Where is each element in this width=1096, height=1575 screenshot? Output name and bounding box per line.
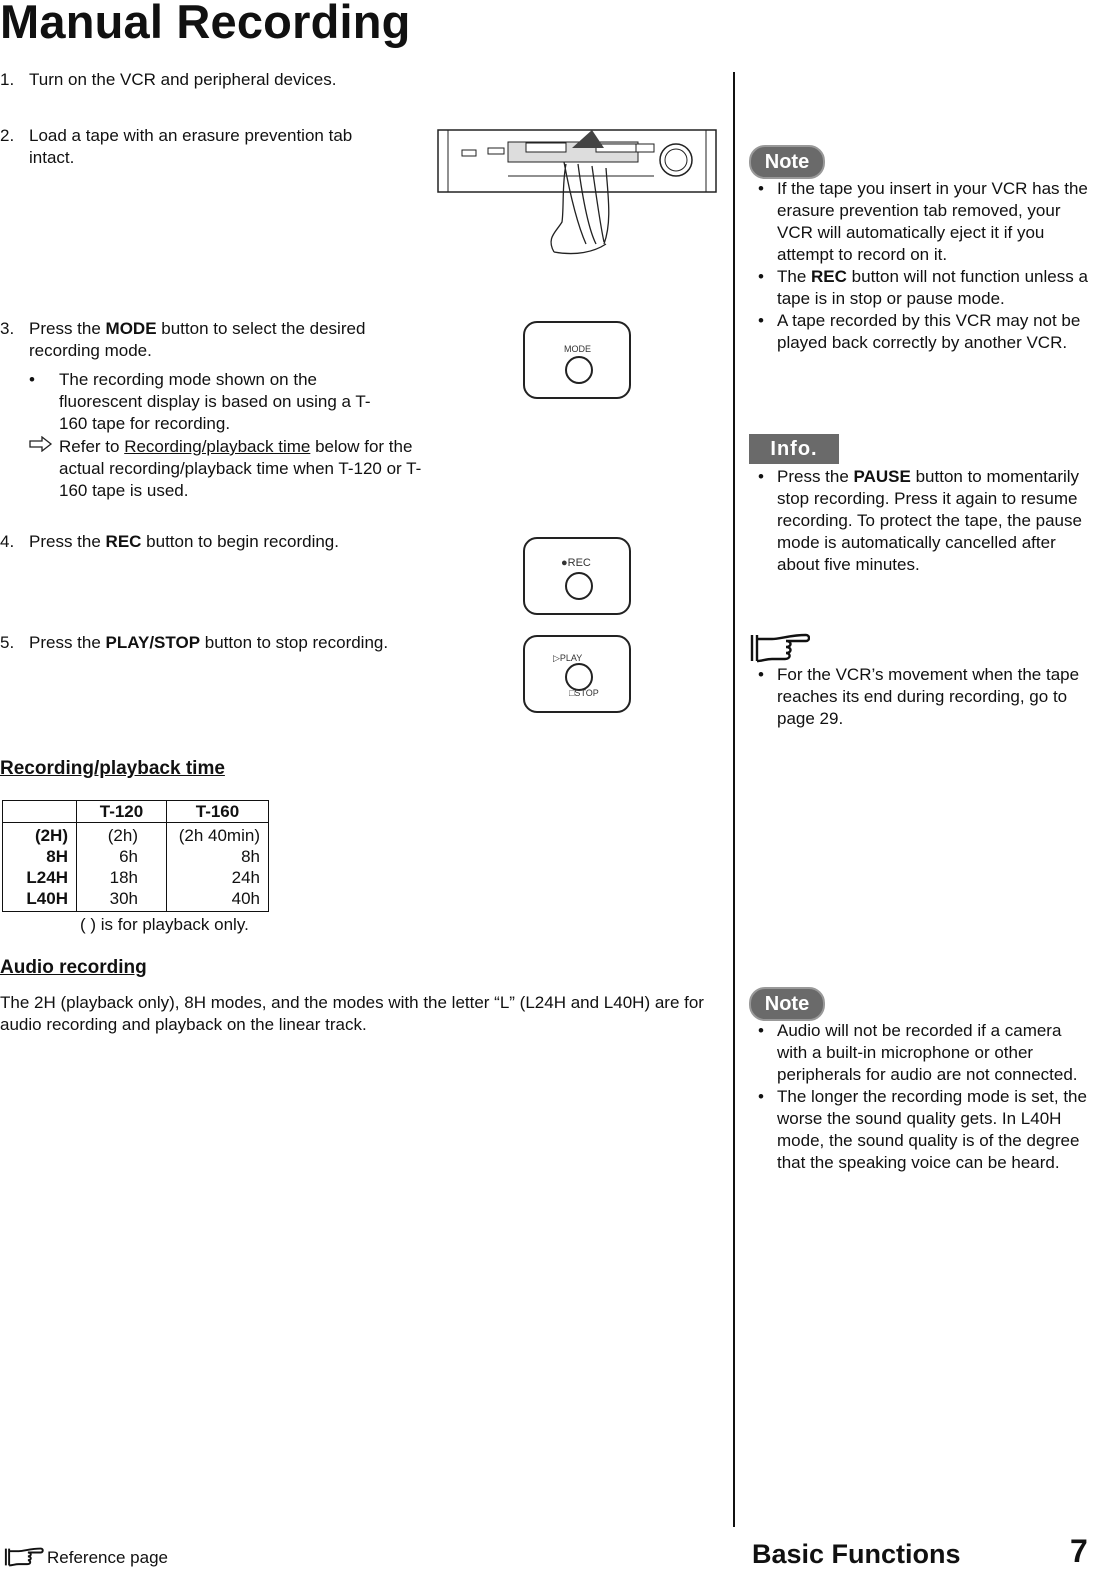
rec-label: ●REC [561, 557, 591, 569]
step-text: Press the MODE button to select the desired recording mode. [29, 319, 366, 360]
mode-label: MODE [564, 344, 591, 354]
note-item: • A tape recorded by this VCR may not be played back correctly by another VCR. [758, 311, 1081, 352]
rec-button[interactable] [523, 537, 631, 615]
t160-column: (2h 40min) 8h 24h 40h [167, 823, 269, 912]
reference-list [748, 664, 1093, 730]
bullet-text: The recording mode shown on the fluorescent display is based on using a T-160 tape for recording. [59, 370, 371, 433]
step-5 [0, 632, 440, 654]
note-list-1 [748, 178, 1093, 354]
vcr-tape-insert-illustration [436, 124, 720, 264]
t120-column: (2h) 6h 18h 30h [77, 823, 167, 912]
step-number: 3. [0, 319, 15, 338]
step-3-reference [29, 436, 424, 502]
step-text: Load a tape with an erasure prevention tab intact. [29, 126, 353, 167]
recording-time-table [2, 800, 269, 912]
audio-recording-heading: Audio recording [0, 957, 147, 978]
page-number: 7 [1070, 1533, 1088, 1569]
recording-time-link: Recording/playback time [124, 437, 311, 456]
button-knob-icon [565, 572, 593, 600]
mode-button[interactable] [523, 321, 631, 399]
column-divider [733, 72, 735, 1527]
step-number: 2. [0, 126, 15, 145]
bullet-dot: • [29, 370, 35, 389]
step-1 [0, 69, 430, 91]
info-item: • Press the PAUSE button to momentarily stop recording. Press it again to resume recording. To protect the tape, the pause mode is automatically cancelled after about five minutes. [758, 467, 1082, 574]
step-3 [0, 318, 410, 362]
table-footnote: ( ) is for playback only. [80, 915, 249, 934]
info-badge: Info. [749, 434, 839, 464]
reference-hand-icon [2, 1546, 46, 1574]
note-item: • Audio will not be recorded if a camera with a built-in microphone or other peripherals for audio are not connected. [758, 1021, 1078, 1084]
note-item: • If the tape you insert in your VCR has the erasure prevention tab removed, your VCR will automatically eject it if you attempt to record on it. [758, 179, 1088, 264]
note-badge-2: Note [749, 987, 825, 1021]
step-text: Press the REC button to begin recording. [29, 532, 339, 551]
note-list-2 [748, 1020, 1093, 1174]
mode-column: (2H) 8H L24H L40H [3, 823, 77, 912]
note-item: • The longer the recording mode is set, the worse the sound quality gets. In L40H mode, the sound quality is of the degree that the speaking voice can be heard. [758, 1087, 1087, 1172]
stop-label: □STOP [569, 688, 599, 698]
audio-recording-text: The 2H (playback only), 8H modes, and the modes with the letter “L” (L24H and L40H) are for audio recording and playback on the linear track. [0, 993, 704, 1034]
step-2 [0, 125, 400, 169]
step-number: 4. [0, 532, 15, 551]
step-number: 1. [0, 70, 15, 89]
play-label: ▷PLAY [553, 653, 583, 663]
table-body-row [3, 823, 269, 912]
step-number: 5. [0, 633, 15, 652]
step-4 [0, 531, 430, 553]
button-knob-icon [565, 663, 593, 691]
step-3-bullet [29, 369, 389, 435]
button-knob-icon [565, 356, 593, 384]
reference-text: Refer to Recording/playback time below for the actual recording/playback time when T-120 or T-160 tape is used. [59, 437, 422, 500]
step-text: Press the PLAY/STOP button to stop recording. [29, 633, 389, 652]
table-header-row: T-120 T-160 [3, 801, 269, 823]
note-item: • The REC button will not function unless a tape is in stop or pause mode. [758, 267, 1088, 308]
page-title: Manual Recording [0, 0, 411, 48]
step-text: Turn on the VCR and peripheral devices. [29, 70, 337, 89]
section-footer: Basic Functions [752, 1539, 961, 1569]
info-list [748, 466, 1093, 576]
arrow-right-icon [29, 436, 51, 458]
reference-page-label: Reference page [47, 1548, 168, 1567]
note-badge: Note [749, 145, 825, 179]
play-stop-button[interactable] [523, 635, 631, 713]
reference-item: • For the VCR’s movement when the tape reaches its end during recording, go to page 29. [758, 665, 1080, 728]
recording-time-heading: Recording/playback time [0, 758, 225, 779]
